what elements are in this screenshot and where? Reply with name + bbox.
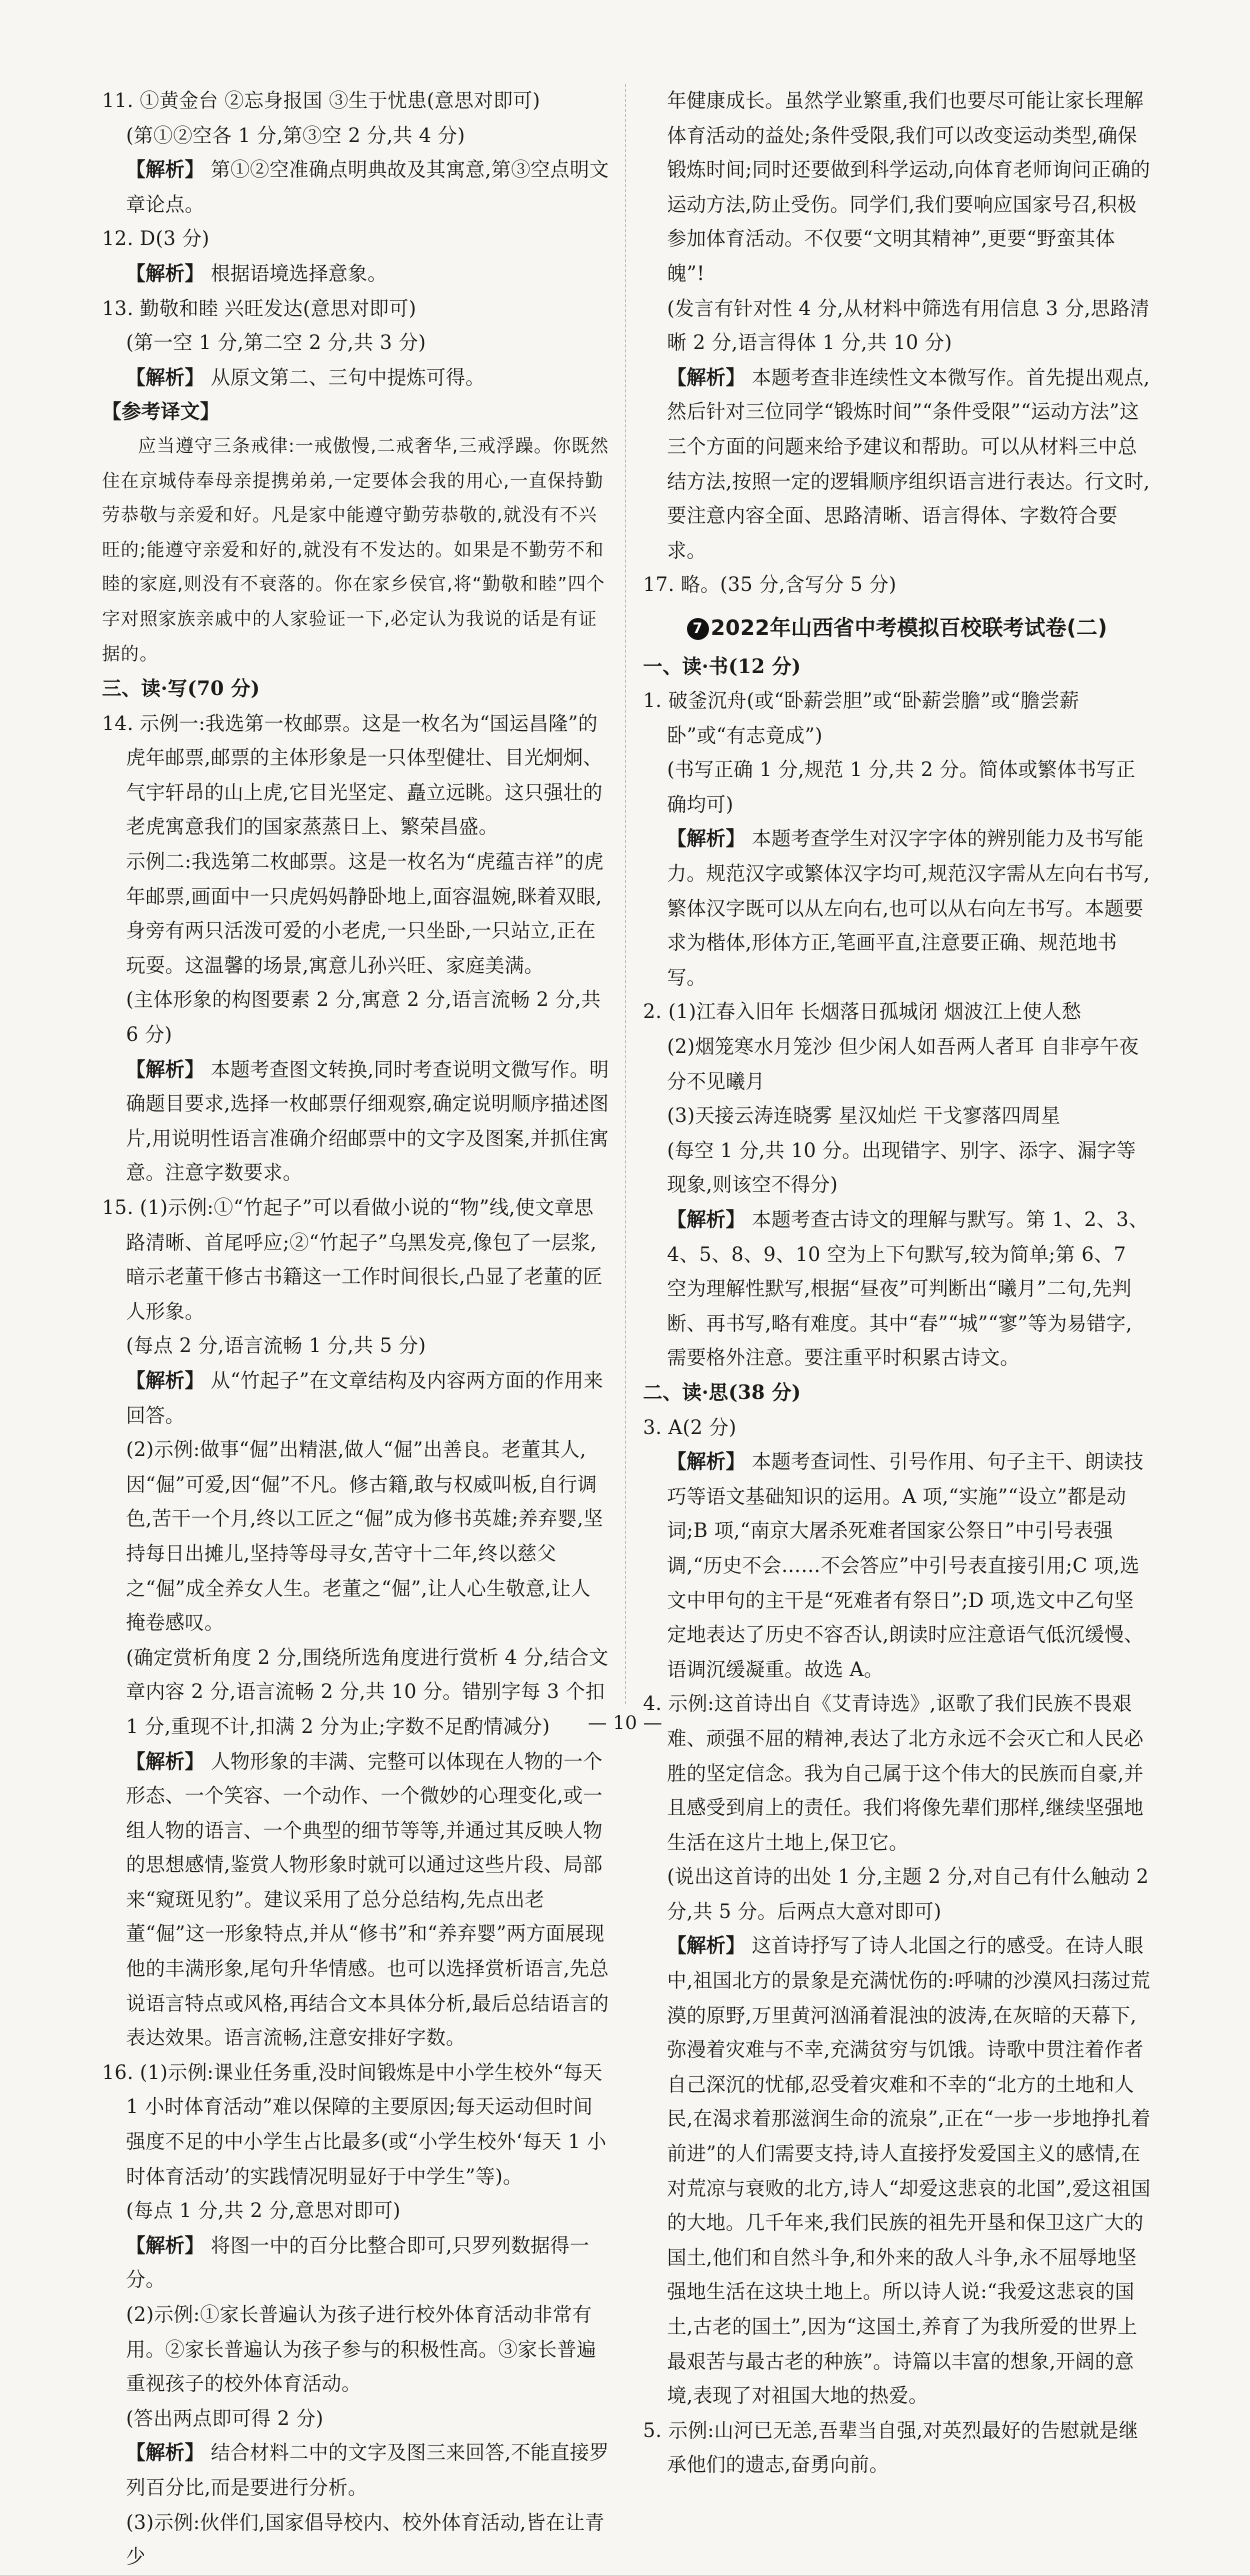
- paragraph-text: 根据语境选择意象。: [204, 261, 388, 285]
- page-number: — 10 —: [587, 1712, 663, 1734]
- analysis-paragraph: [102, 153, 610, 222]
- analysis-label: 【解析】: [126, 2233, 205, 2257]
- answer-paragraph: [102, 2298, 610, 2402]
- answer-paragraph: [643, 1134, 1151, 1203]
- answer-paragraph: [102, 2506, 610, 2575]
- answer-paragraph: [102, 707, 610, 845]
- paragraph-text: 结合材料二中的文字及图三来回答,不能直接罗列百分比,而是要进行分析。: [126, 2441, 609, 2499]
- paragraph-text: 16. (1)示例:课业任务重,没时间锻炼是中小学生校外“每天 1 小时体育活动”难以保障的主要原因;每天运动但时间强度不足的中小学生占比最多(或“小学生校外‘每天 1 小时体育活动’的实践情况明显好于中学生”等)。: [102, 2060, 607, 2188]
- answer-paragraph: [643, 1411, 1151, 1446]
- analysis-paragraph: [643, 822, 1151, 995]
- answer-paragraph: [643, 753, 1151, 822]
- analysis-label: 【解析】: [667, 1208, 746, 1231]
- paragraph-text: 示例二:我选第二枚邮票。这是一枚名为“虎蕴吉祥”的虎年邮票,画面中一只虎妈妈静卧地上,面容温婉,眯着双眼,身旁有两只活泼可爱的小老虎,一只坐卧,一只站立,正在玩耍。这温馨的场景,寓意儿孙兴旺、家庭美满。: [126, 850, 604, 977]
- exam-title: [643, 611, 1151, 646]
- answer-paragraph: [643, 568, 1151, 603]
- paragraph-text: 这首诗抒写了诗人北国之行的感受。在诗人眼中,祖国北方的景象是充满忧伤的:呼啸的沙漠风扫荡过荒漠的原野,万里黄河汹涌着混浊的波涛,在灰暗的天幕下,弥漫着灾难与不幸,充满贫穷与饥饿。诗歌中贯注着作者自己深沉的忧郁,忍受着灾难和不幸的“北方的土地和人民,在渴求着那滋润生命的流泉”,正在“一步一步地挣扎着前进”的人们需要支持,诗人直接抒发爱国主义的感情,在对荒凉与衰败的北方,诗人“却爱这悲哀的北国”,爱这祖国的大地。几千年来,我们民族的祖先开垦和保卫这广大的国土,他们和自然斗争,和外来的敌人斗争,永不屈辱地坚强地生活在这块土地上。所以诗人说:“我爱这悲哀的国土,古老的国土”,因为“这国土,养育了为我所爱的世界上最艰苦与最古老的种族”。诗篇以丰富的想象,开阔的意境,表现了对祖国大地的热爱。: [667, 1934, 1151, 2408]
- paragraph-text: (第①②空各 1 分,第③空 2 分,共 4 分): [126, 123, 466, 147]
- paragraph-text: (主体形象的构图要素 2 分,寓意 2 分,语言流畅 2 分,共 6 分): [126, 988, 601, 1047]
- analysis-label: 【解析】: [126, 1749, 205, 1773]
- paragraph-text: 2. (1)江春入旧年 长烟落日孤城闭 烟波江上使人愁: [643, 1000, 1082, 1024]
- paragraph-text: 本题考查学生对汉字字体的辨别能力及书写能力。规范汉字或繁体汉字均可,规范汉字需从左向右书写,繁体汉字既可以从左向右,也可以从右向左书写。本题要求为楷体,形体方正,笔画平直,注意要正确、规范地书写。: [667, 827, 1150, 989]
- section-heading: [643, 650, 1151, 685]
- paragraph-text: 1. 破釜沉舟(或“卧薪尝胆”或“卧薪尝膽”或“膽尝薪卧”或“有志竟成”): [643, 689, 1080, 747]
- answer-paragraph: [102, 119, 610, 154]
- paragraph-text: (发言有针对性 4 分,从材料中筛选有用信息 3 分,思路清晰 2 分,语言得体 1 分,共 10 分): [667, 296, 1150, 355]
- analysis-paragraph: [102, 257, 610, 292]
- answer-paragraph: [102, 222, 610, 257]
- analysis-paragraph: [643, 361, 1151, 569]
- analysis-paragraph: [102, 1364, 610, 1433]
- answer-paragraph: [102, 326, 610, 361]
- answer-paragraph: [102, 2056, 610, 2194]
- paragraph-text: (确定赏析角度 2 分,围绕所选角度进行赏析 4 分,结合文章内容 2 分,语言流畅 2 分,共 10 分。错别字每 3 个扣 1 分,重现不计,扣满 2 分为止;字数不足酌情减分): [126, 1645, 609, 1738]
- paragraph-text: 第①②空准确点明典故及其寓意,第③空点明文章论点。: [126, 158, 609, 216]
- paragraph-text: (2)示例:做事“倔”出精湛,做人“倔”出善良。老董其人,因“倔”可爱,因“倔”不凡。修古籍,敢与权威叫板,自行调色,苦干一个月,终以工匠之“倔”成为修书英雄;养弃婴,坚持每日出摊儿,坚持等母寻女,苦守十二年,终以慈父之“倔”成全养女人生。老董之“倔”,让人心生敬意,让人掩卷感叹。: [126, 1438, 604, 1635]
- answer-paragraph: [102, 1433, 610, 1641]
- paragraph-text: 13. 勤敬和睦 兴旺发达(意思对即可): [102, 296, 417, 320]
- answer-paragraph: [643, 995, 1151, 1030]
- analysis-label: 【解析】: [667, 365, 746, 389]
- paragraph-text: (2)烟笼寒水月笼沙 但少闲人如吾两人者耳 自非亭午夜分不见曦月: [667, 1035, 1139, 1093]
- paragraph-text: 17. 略。(35 分,含写分 5 分): [643, 573, 897, 597]
- answer-paragraph: [643, 292, 1151, 361]
- paragraph-text: 4. 示例:这首诗出自《艾青诗选》,讴歌了我们民族不畏艰难、顽强不屈的精神,表达了北方永远不会灭亡和人民必胜的坚定信念。我为自己属于这个伟大的民族而自豪,并且感受到肩上的责任。我们将像先辈们那样,继续坚强地生活在这片土地上,保卫它。: [643, 1692, 1144, 1854]
- answer-paragraph: [102, 430, 610, 672]
- paragraph-text: (每点 2 分,语言流畅 1 分,共 5 分): [126, 1334, 426, 1358]
- answer-paragraph: [643, 84, 1151, 292]
- paragraph-text: (答出两点即可得 2 分): [126, 2406, 324, 2430]
- analysis-label: 【解析】: [126, 261, 205, 285]
- paragraph-text: 12. D(3 分): [102, 227, 210, 251]
- analysis-label: 【解析】: [667, 1450, 746, 1474]
- paragraph-text: 11. ①黄金台 ②忘身报国 ③生于忧患(意思对即可): [102, 89, 541, 112]
- analysis-label: 【解析】: [667, 1934, 746, 1958]
- right-column-top: [643, 84, 1151, 603]
- analysis-label: 【解析】: [126, 2441, 205, 2465]
- paragraph-text: (说出这首诗的出处 1 分,主题 2 分,对自己有什么触动 2 分,共 5 分。后两点大意对即可): [667, 1865, 1149, 1923]
- paragraph-text: 将图一中的百分比整合即可,只罗列数据得一分。: [126, 2233, 590, 2292]
- answer-paragraph: [102, 1191, 610, 1329]
- paragraph-text: (每点 1 分,共 2 分,意思对即可): [126, 2199, 401, 2223]
- analysis-paragraph: [102, 395, 610, 430]
- analysis-paragraph: [102, 2229, 610, 2298]
- column-divider: [625, 84, 627, 1704]
- paragraph-text: (每空 1 分,共 10 分。出现错字、别字、添字、漏字等现象,则该空不得分): [667, 1138, 1137, 1197]
- paragraph-text: 年健康成长。虽然学业繁重,我们也要尽可能让家长理解体育活动的益处;条件受限,我们可以改变运动类型,确保锻炼时间;同时还要做到科学运动,向体育老师询问正确的运动方法,防止受伤。同学们,我们要响应国家号召,积极参加体育活动。不仅要“文明其精神”,更要“野蛮其体魄”!: [667, 89, 1151, 285]
- section-heading: [102, 672, 610, 707]
- analysis-paragraph: [102, 1745, 610, 2056]
- answer-paragraph: [643, 1860, 1151, 1929]
- analysis-paragraph: [102, 1053, 610, 1191]
- answer-paragraph: [102, 983, 610, 1052]
- answer-paragraph: [102, 845, 610, 983]
- left-column: [102, 84, 610, 2575]
- paragraph-text: (第一空 1 分,第二空 2 分,共 3 分): [126, 331, 426, 355]
- paragraph-text: 三、读·写(70 分): [102, 677, 260, 701]
- exam-number-badge: 7: [687, 618, 709, 640]
- paragraph-text: 应当遵守三条戒律:一戒傲慢,二戒奢华,三戒浮躁。你既然住在京城侍奉母亲提携弟弟,一定要体会我的用心,一直保持勤劳恭敬与亲爱和好。凡是家中能遵守勤劳恭敬的,就没有不兴旺的;能遵守亲爱和好的,就没有不发达的。如果是不勤劳不和睦的家庭,则没有不衰落的。你在家乡侯官,将“勤敬和睦”四个字对照家族亲戚中的人家验证一下,必定认为我说的话是有证据的。: [102, 435, 610, 665]
- analysis-paragraph: [643, 1929, 1151, 2413]
- paragraph-text: 从原文第二、三句中提炼可得。: [204, 365, 486, 389]
- answer-paragraph: [102, 2194, 610, 2229]
- paragraph-text: 本题考查古诗文的理解与默写。第 1、2、3、4、5、8、9、10 空为上下句默写,较为简单;第 6、7 空为理解性默写,根据“昼夜”可判断出“曦月”二句,先判断、再书写,略有难度。其中“春”“城”“寥”等为易错字,需要格外注意。要注重平时积累古诗文。: [667, 1208, 1149, 1370]
- answer-paragraph: [102, 2402, 610, 2437]
- analysis-label: 【解析】: [126, 1368, 205, 1392]
- paragraph-text: 14. 示例一:我选第一枚邮票。这是一枚名为“国运昌隆”的虎年邮票,邮票的主体形象是一只体型健壮、目光炯炯、气宇轩昂的山上虎,它目光坚定、矗立远眺。这只强壮的老虎寓意我们的国家蒸蒸日上、繁荣昌盛。: [102, 711, 603, 839]
- paragraph-text: (3)天接云涛连晓雾 星汉灿烂 干戈寥落四周星: [667, 1104, 1061, 1128]
- paragraph-text: 15. (1)示例:①“竹起子”可以看做小说的“物”线,使文章思路清晰、首尾呼应;②“竹起子”乌黑发亮,像包了一层浆,暗示老董干修古书籍这一工作时间很长,凸显了老董的匠人形象。: [102, 1196, 603, 1323]
- analysis-label: 【解析】: [126, 365, 205, 389]
- paragraph-text: 本题考查词性、引号作用、句子主干、朗读技巧等语文基础知识的运用。A 项,“实施”“设立”都是动词;B 项,“南京大屠杀死难者国家公祭日”中引号表强调,“历史不会……不会答应”中引号表直接引用;C 项,选文中甲句的主干是“死难者有祭日”;D 项,选文中乙句坚定地表达了历史不容否认,朗读时应注意语气低沉缓慢、语调沉缓凝重。故选 A。: [667, 1450, 1144, 1681]
- paragraph-text: 二、读·思(38 分): [643, 1380, 801, 1404]
- analysis-paragraph: [643, 1445, 1151, 1687]
- analysis-label: 【解析】: [126, 158, 205, 182]
- analysis-paragraph: [643, 1203, 1151, 1376]
- paragraph-text: 从“竹起子”在文章结构及内容两方面的作用来回答。: [126, 1368, 604, 1427]
- answer-paragraph: [102, 1329, 610, 1364]
- paragraph-text: 一、读·书(12 分): [643, 654, 801, 678]
- paragraph-text: 5. 示例:山河已无恙,吾辈当自强,对英烈最好的告慰就是继承他们的遗志,奋勇向前。: [643, 2418, 1139, 2477]
- exam-title-text: 2022年山西省中考模拟百校联考试卷(二): [710, 615, 1108, 640]
- right-column-bottom: [643, 650, 1151, 2483]
- paragraph-text: 3. A(2 分): [643, 1415, 737, 1439]
- right-column: [643, 84, 1151, 2483]
- answer-paragraph: [643, 1030, 1151, 1099]
- paragraph-text: (书写正确 1 分,规范 1 分,共 2 分。简体或繁体书写正确均可): [667, 758, 1136, 816]
- analysis-label: 【解析】: [126, 1057, 205, 1081]
- paragraph-text: (2)示例:①家长普遍认为孩子进行校外体育活动非常有用。②家长普遍认为孩子参与的积极性高。③家长普遍重视孩子的校外体育活动。: [126, 2303, 597, 2396]
- paragraph-text: 人物形象的丰满、完整可以体现在人物的一个形态、一个笑容、一个动作、一个微妙的心理变化,或一组人物的语言、一个典型的细节等等,并通过其反映人物的思想感情,鉴赏人物形象时就可以通过这些片段、局部来“窥斑见豹”。建议采用了总分总结构,先点出老董“倔”这一形象特点,并从“修书”和“养弃婴”两方面展现他的丰满形象,尾句升华情感。也可以选择赏析语言,先总说语言特点或风格,再结合文本具体分析,最后总结语言的表达效果。语言流畅,注意安排好字数。: [126, 1749, 609, 2050]
- answer-paragraph: [643, 1099, 1151, 1134]
- paragraph-text: 本题考查图文转换,同时考查说明文微写作。明确题目要求,选择一枚邮票仔细观察,确定说明顺序描述图片,用说明性语言准确介绍邮票中的文字及图案,并抓住寓意。注意字数要求。: [126, 1057, 609, 1185]
- answer-paragraph: [643, 2414, 1151, 2483]
- analysis-label: 【解析】: [667, 827, 746, 851]
- paragraph-text: 本题考查非连续性文本微写作。首先提出观点,然后针对三位同学“锻炼时间”“条件受限”“运动方法”这三个方面的问题来给予建议和帮助。可以从材料三中总结方法,按照一定的逻辑顺序组织语言进行表达。行文时,要注意内容全面、思路清晰、语言得体、字数符合要求。: [667, 365, 1150, 562]
- answer-paragraph: [102, 292, 610, 327]
- section-heading: [643, 1376, 1151, 1411]
- paragraph-text: (3)示例:伙伴们,国家倡导校内、校外体育活动,皆在让青少: [126, 2510, 605, 2569]
- analysis-paragraph: [102, 361, 610, 396]
- answer-paragraph: [643, 684, 1151, 753]
- analysis-paragraph: [102, 2436, 610, 2505]
- answer-paragraph: [102, 84, 610, 119]
- analysis-label: 【参考译文】: [102, 400, 220, 424]
